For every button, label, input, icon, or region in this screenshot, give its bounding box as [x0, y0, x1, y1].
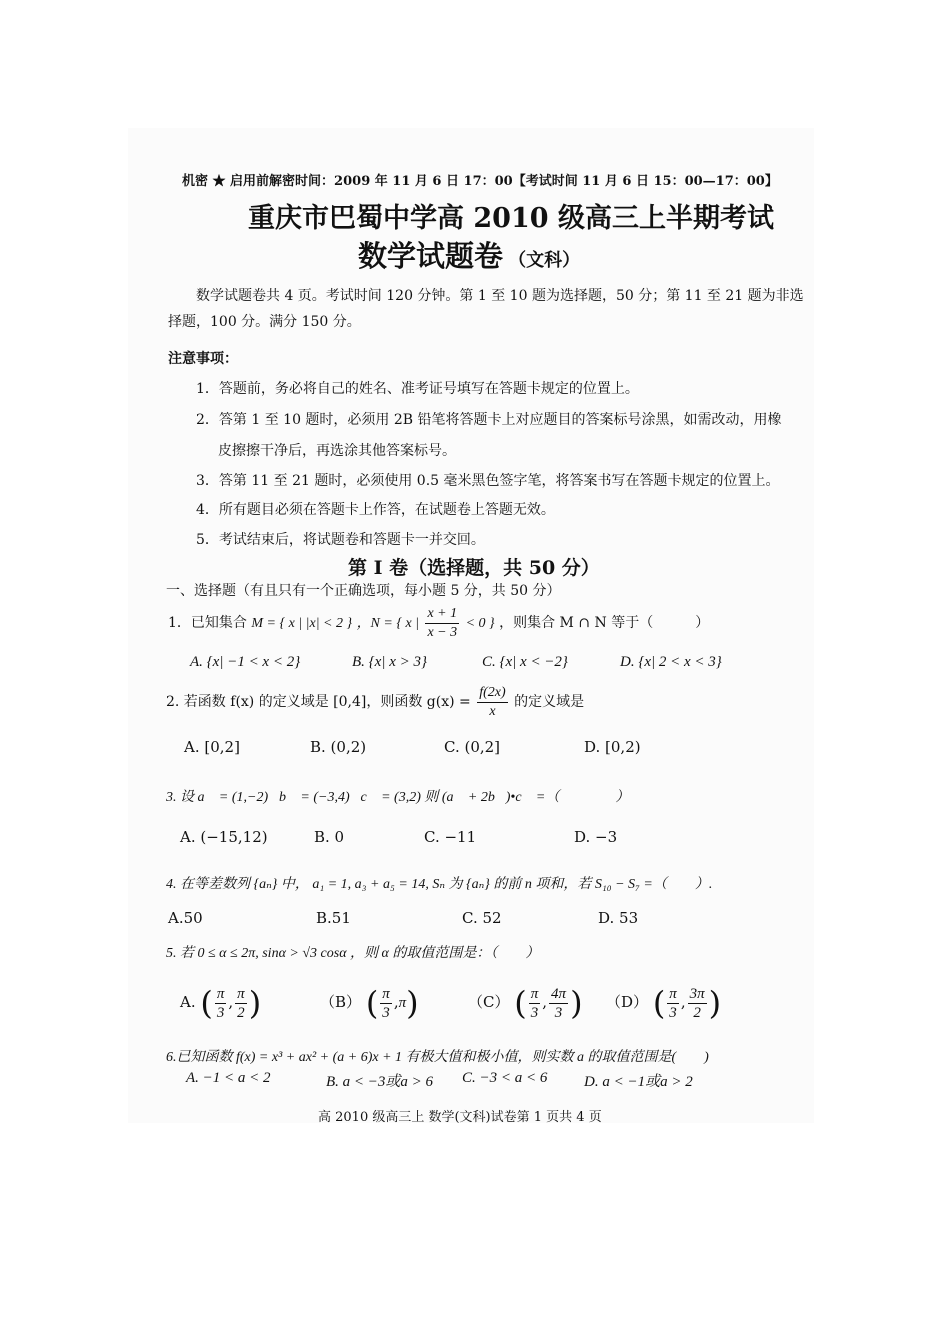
q4-option-d: D. 53 — [598, 909, 639, 927]
q5-a-hi-den: 2 — [237, 1004, 245, 1021]
q5-option-b: （B） ( $\frac{\pi}{3}$ ,π) — [320, 984, 419, 1022]
q5-d-lo-den: 3 — [669, 1004, 677, 1021]
q1-number: 1．已知集合 — [168, 615, 247, 631]
q1-fraction — [425, 605, 459, 642]
q4-option-a: A.50 — [168, 909, 203, 927]
q5-a-label: A. — [180, 993, 196, 1011]
notice-item-2-cont: 皮擦擦干净后，再选涂其他答案标号。 — [218, 443, 456, 459]
section-title: 第 I 卷（选择题，共 50 分） — [348, 557, 600, 579]
q5-a-hi-num: π — [237, 985, 245, 1002]
q1-set-n-pre: ，N = { x | — [356, 616, 420, 631]
q5-option-c: （C） ( $\frac{\pi}{3}$ , $\frac{4\pi}{3}$ ) — [468, 984, 583, 1022]
notice-item-1: 1．答题前，务必将自己的姓名、准考证号填写在答题卡规定的位置上。 — [196, 381, 639, 397]
q2-option-c: C. (0,2] — [444, 738, 501, 756]
q5-b-lo-den: 3 — [382, 1004, 390, 1021]
q5-c-lo-den: 3 — [530, 1004, 539, 1021]
q5-b-label: （B） — [320, 993, 362, 1011]
part-heading: 一、选择题（有且只有一个正确选项，每小题 5 分，共 50 分） — [166, 583, 561, 599]
q6-option-d: D. a < −1或a > 2 — [584, 1074, 693, 1090]
q4-option-c: C. 52 — [462, 909, 502, 927]
q1-set-n-post: < 0 } — [465, 616, 495, 631]
q6-option-a: A. −1 < a < 2 — [186, 1070, 271, 1086]
question-3: 3. 设 a⃗ = (1,−2)，b⃗ = (−3,4)，c⃗ = (3,2) 则 (a⃗ + 2b⃗)•c⃗ =（ ） — [166, 790, 630, 805]
q2-stem: 2. 若函数 f(x) 的定义域是 [0,4]，则函数 g(x) = — [166, 694, 471, 710]
q5-option-d: （D） ( $\frac{\pi}{3}$ , $\frac{3\pi}{2}$ ) — [606, 984, 722, 1022]
q4-option-b: B.51 — [316, 909, 351, 927]
q5-d-lo-num: π — [669, 985, 677, 1002]
q2-option-b: B. (0,2) — [310, 738, 367, 756]
notice-item-4: 4．所有题目必须在答题卡上作答，在试题卷上答题无效。 — [196, 502, 555, 518]
exam-title: 重庆市巴蜀中学高 2010 级高三上半期考试 — [248, 203, 774, 234]
q3-option-d: D. −3 — [574, 828, 618, 846]
q5-d-label: （D） — [606, 993, 649, 1011]
intro-line-2: 择题，100 分。满分 150 分。 — [168, 314, 361, 330]
q1-option-a: A. {x| −1 < x < 2} — [190, 654, 301, 670]
q1-tail: ，则集合 M ∩ N 等于（ ） — [499, 615, 710, 631]
notice-item-2: 2．答第 1 至 10 题时，必须用 2B 铅笔将答题卡上对应题目的答案标号涂黑，如需改动，用橡 — [196, 412, 782, 428]
q5-option-a: A. ( $\frac{\pi}{3}$ , $\frac{\pi}{2}$ ) — [180, 984, 262, 1022]
q1-set-m: M = { x | |x| < 2 } — [251, 616, 353, 631]
page-footer: 高 2010 级高三上 数学(文科)试卷第 1 页共 4 页 — [318, 1110, 602, 1125]
q1-frac-num: x + 1 — [425, 605, 459, 624]
q5-a-lo-num: π — [216, 985, 225, 1002]
q1-option-b: B. {x| x > 3} — [352, 654, 427, 670]
q2-fraction — [477, 684, 507, 721]
q1-option-c: C. {x| x < −2} — [482, 654, 568, 670]
q5-c-hi-den: 3 — [554, 1004, 563, 1021]
subtitle-main: 数学试题卷 — [358, 239, 504, 273]
q2-option-d: D. [0,2) — [584, 738, 641, 756]
q2-tail: 的定义域是 — [514, 694, 585, 710]
confidential-note: 机密 ★ 启用前解密时间：2009 年 11 月 6 日 17：00【考试时间 11 月 6 日 15：00—17：00】 — [182, 174, 778, 189]
question-5: 5. 若 0 ≤ α ≤ 2π, sinα > √3 cosα ，则 α 的取值范围是：（ ） — [166, 946, 540, 961]
exam-subtitle — [358, 234, 580, 275]
intro-line-1: 数学试题卷共 4 页。考试时间 120 分钟。第 1 至 10 题为选择题，50 分；第 11 至 21 题为非选 — [196, 288, 804, 304]
notice-item-5: 5．考试结束后，将试题卷和答题卡一并交回。 — [196, 532, 485, 548]
subtitle-tag: （文科） — [508, 250, 581, 271]
question-4: 4. 在等差数列 {aₙ} 中， a₁ = 1, a₃ + a₅ = 14, Sₙ 为 {aₙ} 的前 n 项和，若 S₁₀ − S₇ =（ ）. — [166, 877, 713, 892]
q2-frac-num: f(2x) — [477, 684, 507, 703]
q5-b-hi: π — [398, 995, 407, 1011]
q1-frac-den: x − 3 — [427, 624, 458, 640]
notice-heading: 注意事项： — [168, 351, 238, 367]
q3-option-c: C. −11 — [424, 828, 477, 846]
question-6: 6.已知函数 f(x) = x³ + ax² + (a + 6)x + 1 有极大值和极小值，则实数 a 的取值范围是( ) — [166, 1050, 709, 1065]
q2-frac-den: x — [489, 703, 496, 719]
q2-option-a: A. [0,2] — [184, 738, 240, 756]
q6-option-c: C. −3 < a < 6 — [462, 1070, 548, 1086]
q5-c-lo-num: π — [530, 985, 539, 1002]
q5-d-hi-num: 3π — [689, 985, 705, 1002]
q5-d-hi-den: 2 — [693, 1004, 701, 1021]
q6-option-b: B. a < −3或a > 6 — [326, 1074, 434, 1090]
question-1 — [168, 604, 709, 643]
q3-option-b: B. 0 — [314, 828, 345, 846]
q5-a-lo-den: 3 — [216, 1004, 225, 1021]
question-2 — [166, 682, 584, 722]
q5-c-label: （C） — [468, 993, 510, 1011]
q3-option-a: A. (−15,12) — [180, 828, 268, 846]
q1-option-d: D. {x| 2 < x < 3} — [620, 654, 722, 670]
q5-b-lo-num: π — [382, 985, 390, 1002]
notice-item-3: 3．答第 11 至 21 题时，必须使用 0.5 毫米黑色签字笔，将答案书写在答题卡规定的位置上。 — [196, 473, 780, 489]
q5-c-hi-num: 4π — [551, 985, 567, 1002]
